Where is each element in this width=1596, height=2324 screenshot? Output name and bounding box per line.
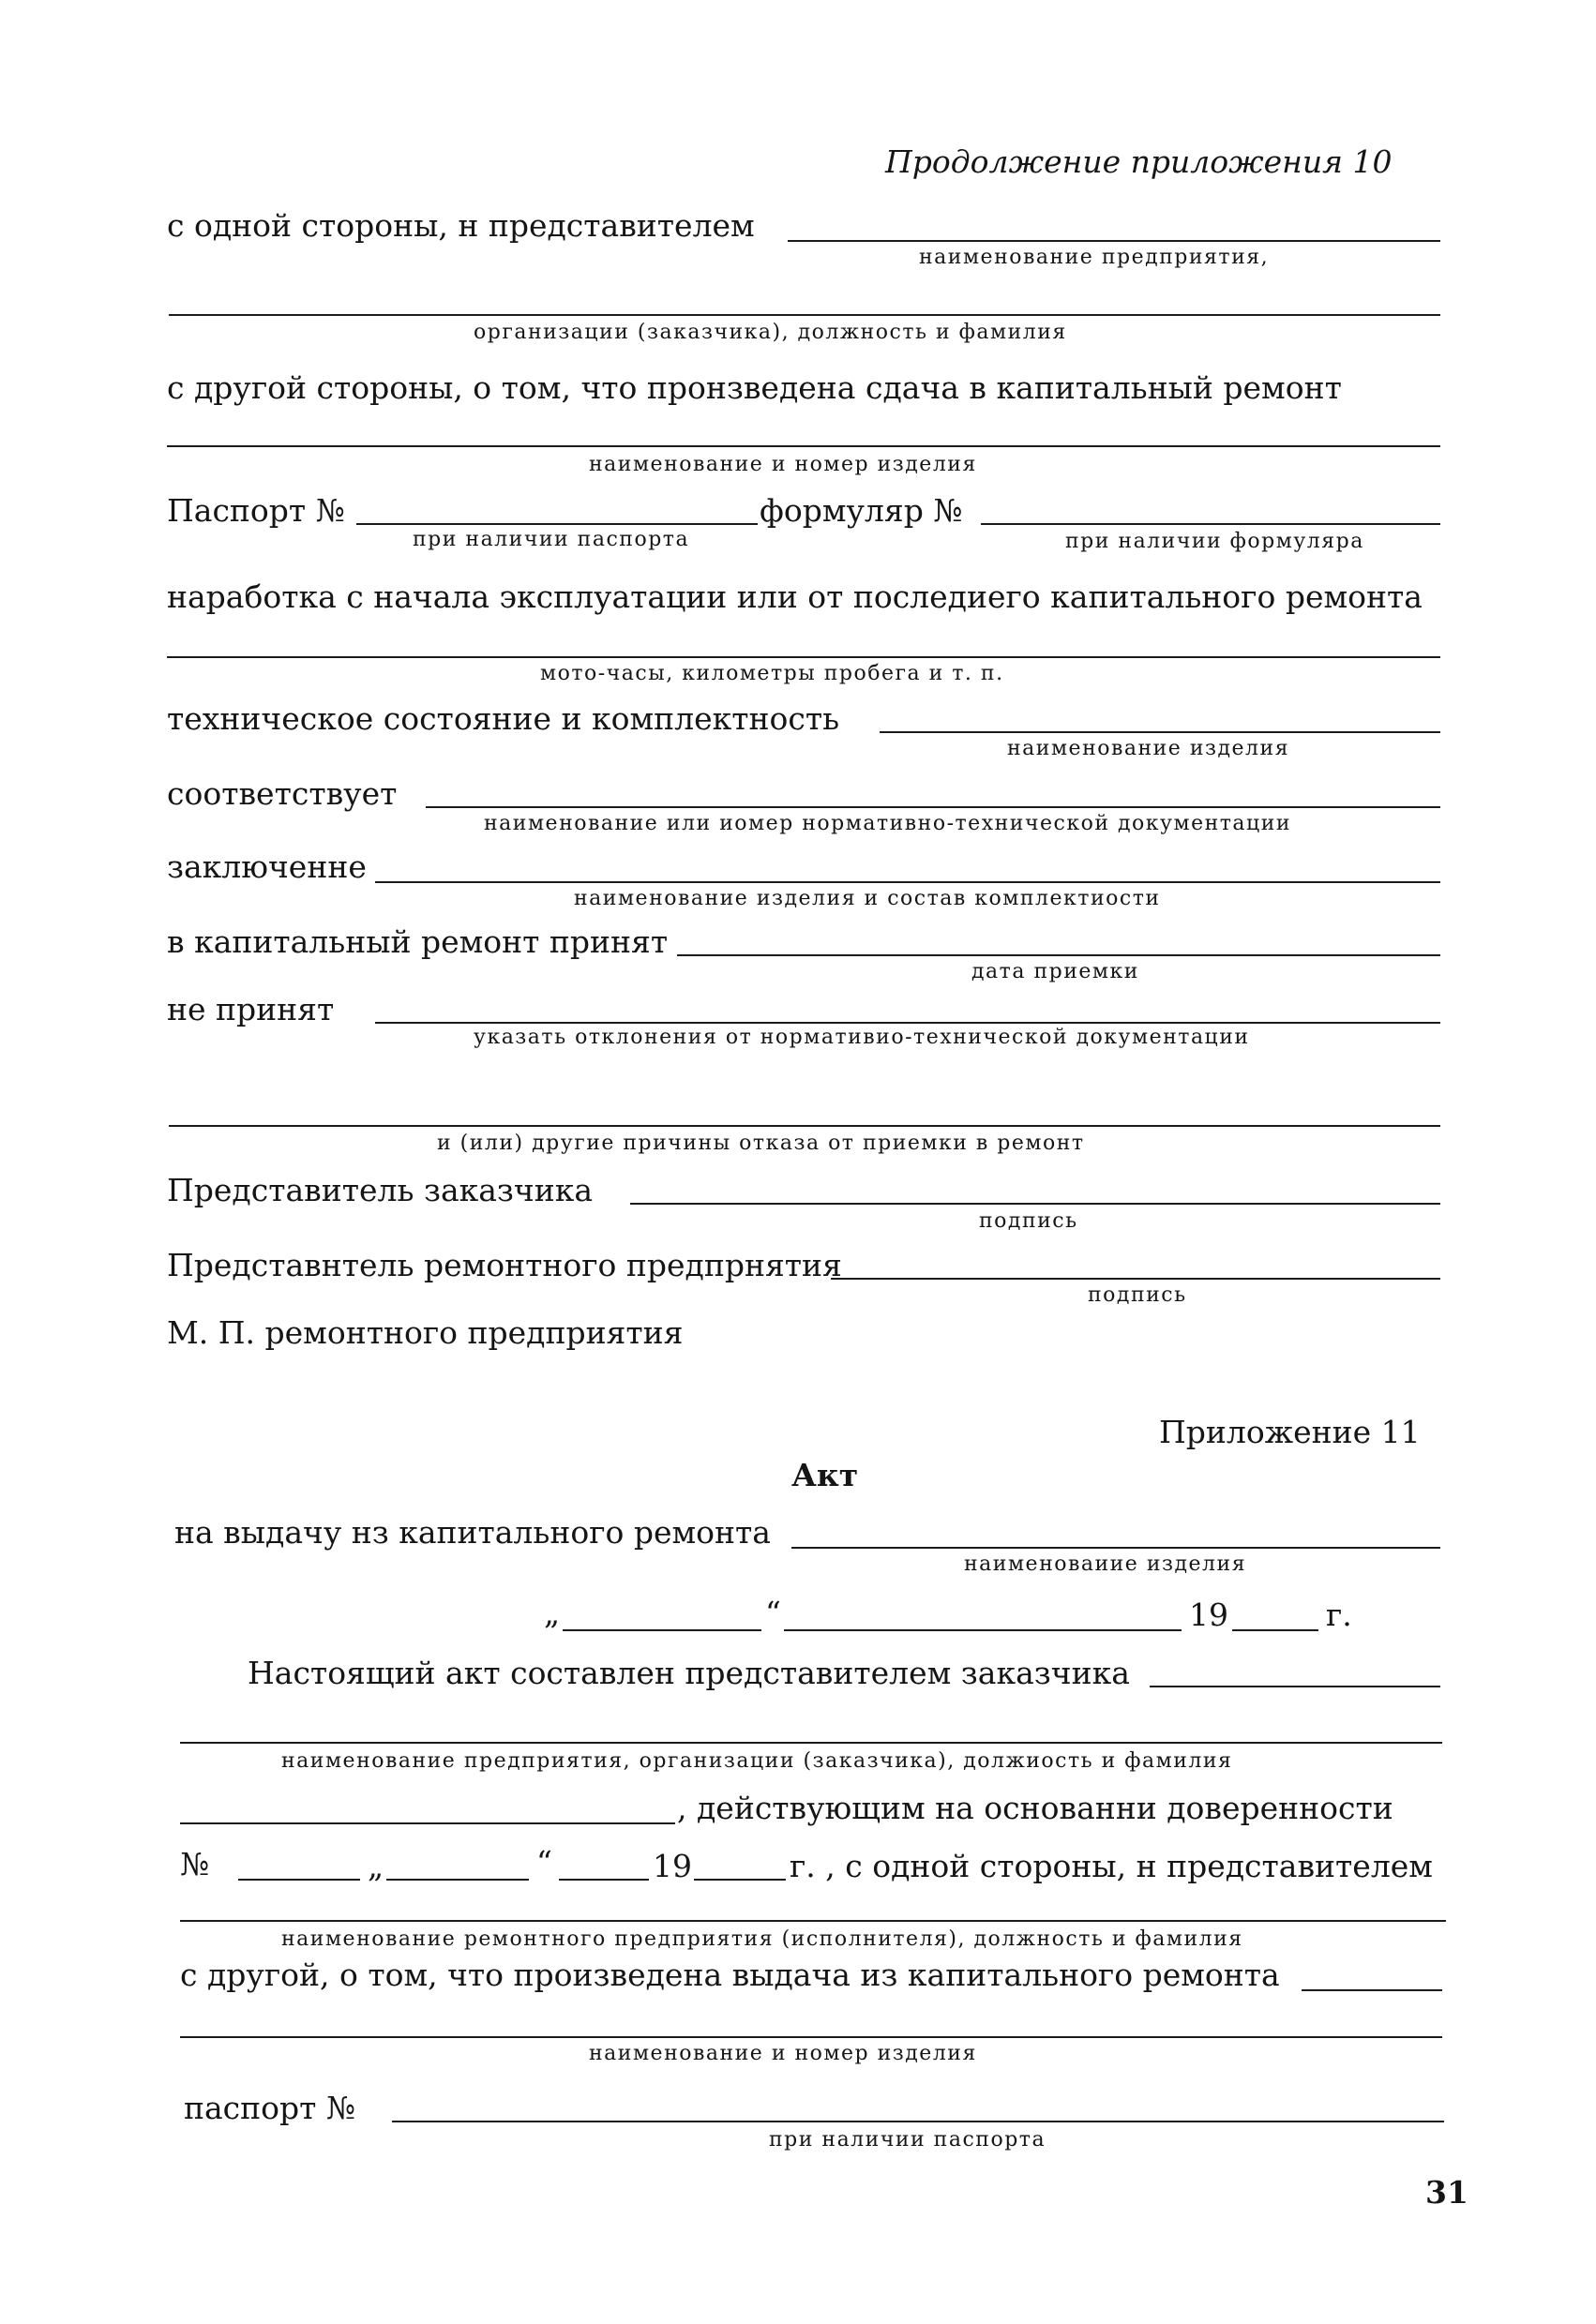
text-not-accepted: не принят (167, 991, 335, 1027)
date-quote-close: “ (765, 1595, 781, 1631)
fill-line-month (784, 1629, 1182, 1631)
fill-line-representative (788, 240, 1440, 242)
fill-line-organization (169, 314, 1440, 316)
text-rep-repair: Представнтель ремонтного предпрнятия (167, 1247, 842, 1283)
text-other-2: с другой, о том, что произведена выдача из капитального ремонта (180, 1957, 1280, 1993)
text-passport-2: паспорт № (184, 2090, 356, 2126)
fill-line-runtime (167, 656, 1440, 658)
caption-signature-customer: подпись (979, 1209, 1078, 1233)
caption-passport-2: при наличии паспорта (769, 2128, 1046, 2152)
fill-line-not-accepted (375, 1022, 1440, 1024)
fill-line-issue (791, 1547, 1440, 1549)
text-present-act: Настоящий акт составлен представителем заказчика (248, 1655, 1130, 1691)
caption-formular: при наличии формуляра (1065, 530, 1364, 553)
text-other-side: с другой стороны, о том, что пронзведена сдача в капитальный ремонт (167, 369, 1342, 406)
text-tech-state: техническое состояние и комплектность (167, 700, 840, 737)
text-passport-label: Паспорт № (167, 492, 345, 529)
year-2-prefix: 19 (653, 1848, 692, 1884)
quote-close-2: “ (536, 1844, 552, 1881)
fill-line-present (1150, 1686, 1440, 1687)
caption-runtime: мото-часы, километры пробега и т. п. (540, 662, 1004, 685)
fill-line-repair-enterprise (180, 1920, 1446, 1922)
text-side-one: с одной стороны, н представителем (167, 207, 755, 244)
text-acting: , действующим на основанни доверенности (677, 1790, 1393, 1826)
caption-product: наименование и номер изделия (589, 453, 977, 476)
caption-deviations: указать отклонения от нормативио-технической документации (474, 1026, 1250, 1049)
continuation-header: Продолжение приложения 10 (885, 143, 1393, 180)
fill-line-issued-item (1302, 1989, 1442, 1991)
fill-line-day-2 (386, 1879, 529, 1881)
fill-line-conforms (426, 806, 1440, 808)
fill-line-number (238, 1879, 360, 1881)
date-quote-open: „ (544, 1595, 561, 1631)
caption-product-2: наименование и номер изделия (589, 2042, 977, 2065)
caption-issue-item: наименоваиие изделия (964, 1552, 1247, 1576)
text-conforms: соответствует (167, 775, 398, 812)
appendix-11-label: Приложение 11 (1159, 1414, 1421, 1450)
caption-other-reasons: и (или) другие причины отказа от приемки в ремонт (437, 1132, 1085, 1155)
fill-line-passport-2 (392, 2121, 1444, 2122)
text-side-one-2: г. , с одной стороны, н представителем (790, 1848, 1433, 1884)
caption-organization: организации (заказчика), должность и фамилия (474, 321, 1067, 344)
fill-line-passport (356, 523, 758, 525)
caption-enterprise: наименование предприятия, (919, 246, 1270, 269)
fill-line-enterprise-full (180, 1742, 1442, 1744)
caption-item-name: наименование изделия (1007, 737, 1290, 760)
date-g: г. (1326, 1597, 1352, 1633)
fill-line-formular (981, 523, 1440, 525)
fill-line-conclusion (375, 881, 1440, 883)
fill-line-year-2 (694, 1879, 786, 1881)
fill-line-tech-state (880, 731, 1440, 733)
caption-completeness: наименование изделия и состав комплектиости (574, 887, 1161, 910)
fill-line-product (167, 445, 1440, 447)
text-formular-label: формуляр № (760, 492, 963, 529)
fill-line-other-reasons (169, 1125, 1440, 1127)
caption-enterprise-full: наименование предприятия, организации (заказчика), должиость и фамилия (281, 1749, 1233, 1773)
text-accepted: в капитальный ремонт принят (167, 923, 669, 960)
fill-line-month-2 (559, 1879, 649, 1881)
fill-line-day (563, 1629, 761, 1631)
text-num-sign: № (180, 1846, 210, 1882)
fill-line-signature-customer (630, 1203, 1440, 1205)
text-conclusion: заключенне (167, 848, 367, 885)
act-title: Акт (791, 1457, 859, 1493)
caption-docs: наименование или иомер нормативно-технической документации (484, 812, 1292, 835)
caption-repair-enterprise: наименование ремонтного предприятия (исполнителя), должность и фамилия (281, 1927, 1243, 1951)
text-issue: на выдачу нз капитального ремонта (174, 1514, 771, 1551)
fill-line-product-2 (180, 2036, 1442, 2038)
page-number: 31 (1425, 2174, 1468, 2211)
text-rep-customer: Представитель заказчика (167, 1172, 594, 1208)
fill-line-acting-name (180, 1822, 675, 1824)
quote-open-2: „ (368, 1848, 384, 1884)
fill-line-year (1232, 1629, 1318, 1631)
text-runtime: наработка с начала эксплуатации или от последиего капитального ремонта (167, 578, 1423, 615)
text-seal: М. П. ремонтного предприятия (167, 1314, 684, 1351)
caption-date: дата приемки (971, 960, 1139, 983)
caption-signature-repair: подпись (1088, 1283, 1187, 1307)
fill-line-signature-repair (831, 1278, 1440, 1280)
fill-line-accepted (677, 954, 1440, 956)
caption-passport: при наличии паспорта (413, 528, 690, 551)
date-year-prefix: 19 (1189, 1597, 1228, 1633)
